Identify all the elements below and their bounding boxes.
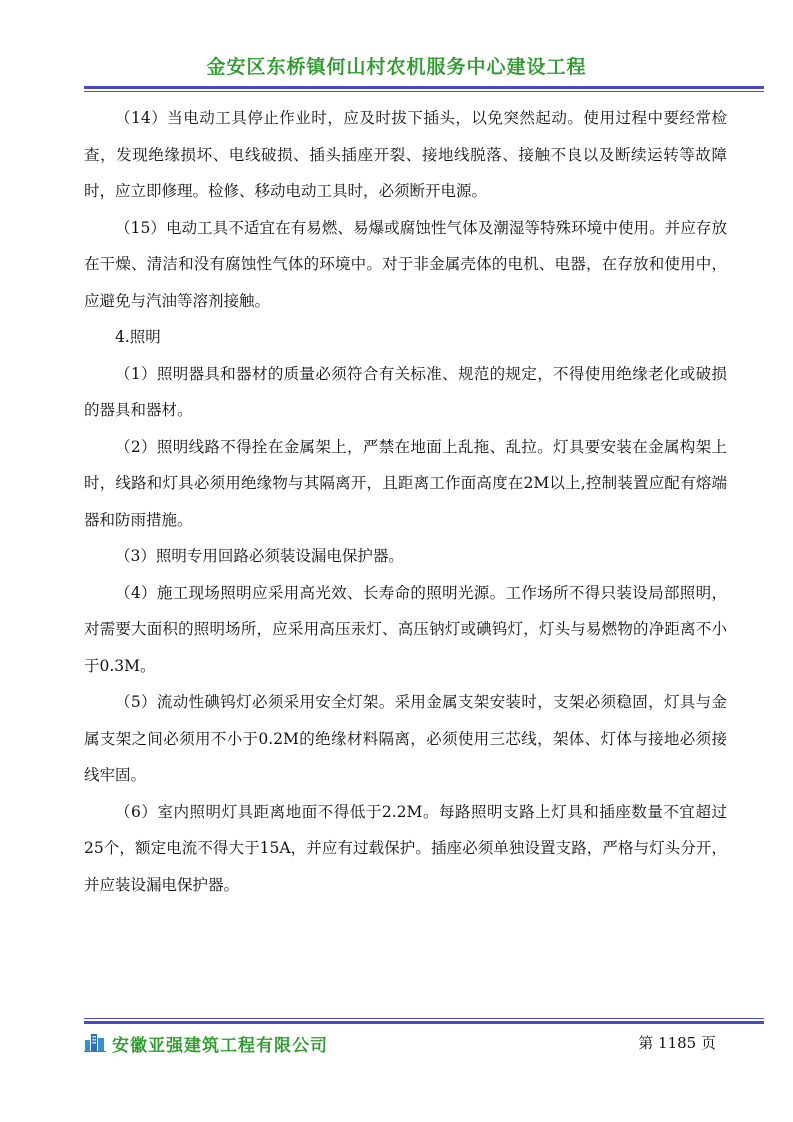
paragraph-lighting-2: （2）照明线路不得拴在金属架上，严禁在地面上乱拖、乱拉。灯具要安装在金属构架上时，线路和灯具必须用绝缘物与其隔离开，且距离工作面高度在2M以上,控制装置应配有熔端器和防雨措施。 bbox=[84, 437, 727, 529]
page-header-title: 金安区东桥镇何山村农机服务中心建设工程 bbox=[206, 56, 587, 78]
footer-divider-thin bbox=[84, 1018, 764, 1019]
paragraph-lighting-4: （4）施工现场照明应采用高光效、长寿命的照明光源。工作场所不得只装设局部照明，对需要大面积的照明场所，应采用高压汞灯、高压钠灯或碘钨灯，灯头与易燃物的净距离不小于0.3M。 bbox=[84, 583, 727, 675]
paragraph-lighting-5: （5）流动性碘钨灯必须采用安全灯架。采用金属支架安装时，支架必须稳固，灯具与金属支架之间必须用不小于0.2M的绝缘材料隔离，必须使用三芯线，架体、灯体与接地必须接线牢固。 bbox=[84, 693, 727, 784]
header-divider bbox=[84, 86, 764, 92]
section-heading-lighting: 4.照明 bbox=[115, 328, 161, 346]
header-divider-thick bbox=[84, 86, 764, 89]
paragraph-lighting-6: （6）室内照明灯具距离地面不得低于2.2M。每路照明支路上灯具和插座数量不宜超过25个，额定电流不得大于15A，并应有过载保护。插座必须单独设置支路，严格与灯头分开，并应装设漏电保护器。 bbox=[84, 802, 727, 894]
header-divider-thin bbox=[84, 91, 764, 92]
paragraph-power-tool-15: （15）电动工具不适宜在有易燃、易爆或腐蚀性气体及潮湿等特殊环境中使用。并应存放在干燥、清洁和没有腐蚀性气体的环境中。对于非金属壳体的电机、电器，在存放和使用中，应避免与汽油等溶剂接触。 bbox=[84, 218, 727, 310]
footer-company-name: 安徽亚强建筑工程有限公司 bbox=[112, 1036, 328, 1056]
paragraph-lighting-3: （3）照明专用回路必须装设漏电保护器。 bbox=[115, 547, 404, 565]
footer-divider bbox=[84, 1018, 764, 1024]
footer-page-number: 第 1185 页 bbox=[638, 1034, 716, 1052]
document-body bbox=[84, 100, 727, 903]
footer-divider-thick bbox=[84, 1021, 764, 1024]
paragraph-lighting-1: （1）照明器具和器材的质量必须符合有关标准、规范的规定，不得使用绝缘老化或破损的器具和器材。 bbox=[84, 364, 727, 419]
paragraph-power-tool-14: （14）当电动工具停止作业时，应及时拔下插头，以免突然起动。使用过程中要经常检查，发现绝缘损坏、电线破损、插头插座开裂、接地线脱落、接触不良以及断续运转等故障时，应立即修理。检修、移动电动工具时，必须断开电源。 bbox=[84, 109, 727, 200]
page-footer bbox=[84, 1028, 764, 1058]
building-logo-icon bbox=[84, 1032, 106, 1052]
